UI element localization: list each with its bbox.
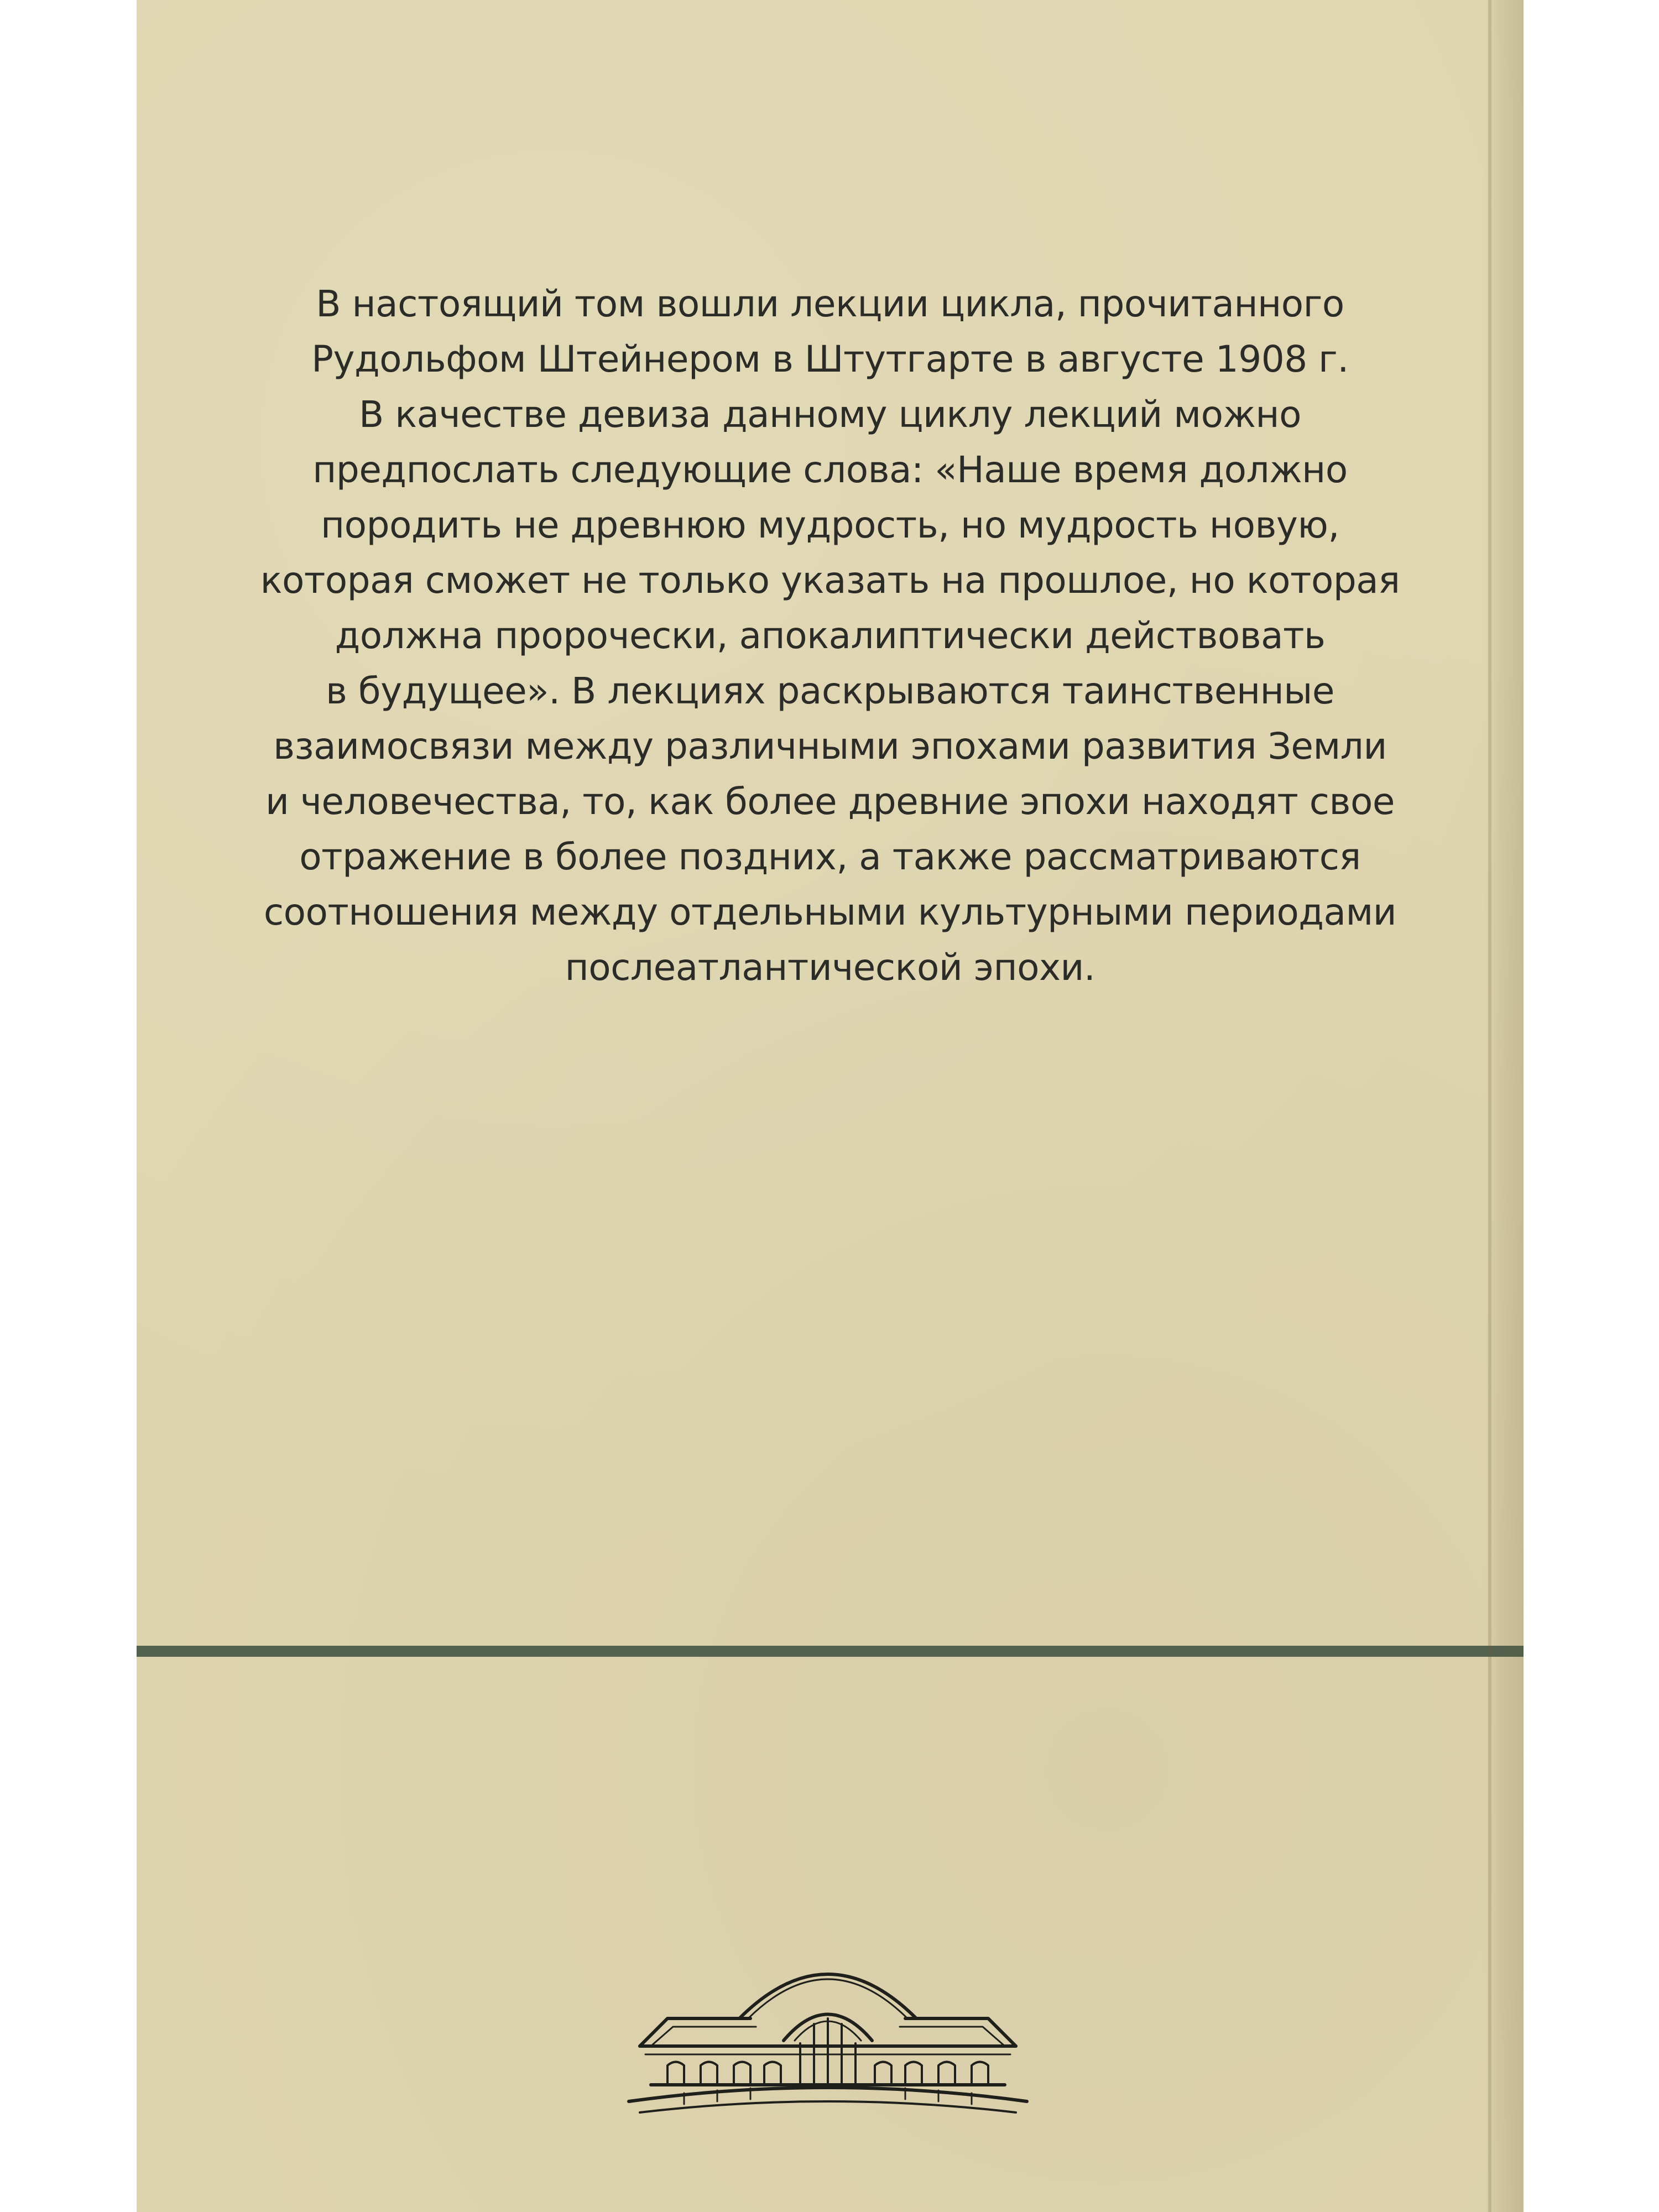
spine-edge-shadow [1485,0,1524,2212]
blurb-line: породить не древнюю мудрость, но мудрость новую, [321,504,1339,546]
blurb-line: Рудольфом Штейнером в Штутгарте в августе 1908 г. [311,338,1349,380]
goetheanum-building-icon [618,1936,1038,2135]
cover-blurb [137,276,1524,995]
blurb-line: в будущее». В лекциях раскрываются таинственные [325,670,1335,712]
back-cover [137,0,1524,2212]
blurb-line: соотношения между отдельными культурными периодами [263,891,1397,933]
blurb-line: и человечества, то, как более древние эпохи находят свое [265,780,1395,823]
blurb-line: взаимосвязи между различными эпохами развития Земли [273,725,1387,768]
blurb-line: которая сможет не только указать на прошлое, но которая [260,559,1400,602]
horizontal-divider [137,1646,1524,1657]
blurb-line: В качестве девиза данному циклу лекций можно [359,393,1301,436]
blurb-line: отражение в более поздних, а также рассматриваются [299,836,1361,878]
blurb-line: В настоящий том вошли лекции цикла, прочитанного [316,283,1344,325]
blurb-line: должна пророчески, апокалиптически действовать [335,614,1326,657]
blurb-line: предпослать следующие слова: «Наше время должно [312,448,1348,491]
blurb-line: послеатлантической эпохи. [565,946,1095,989]
